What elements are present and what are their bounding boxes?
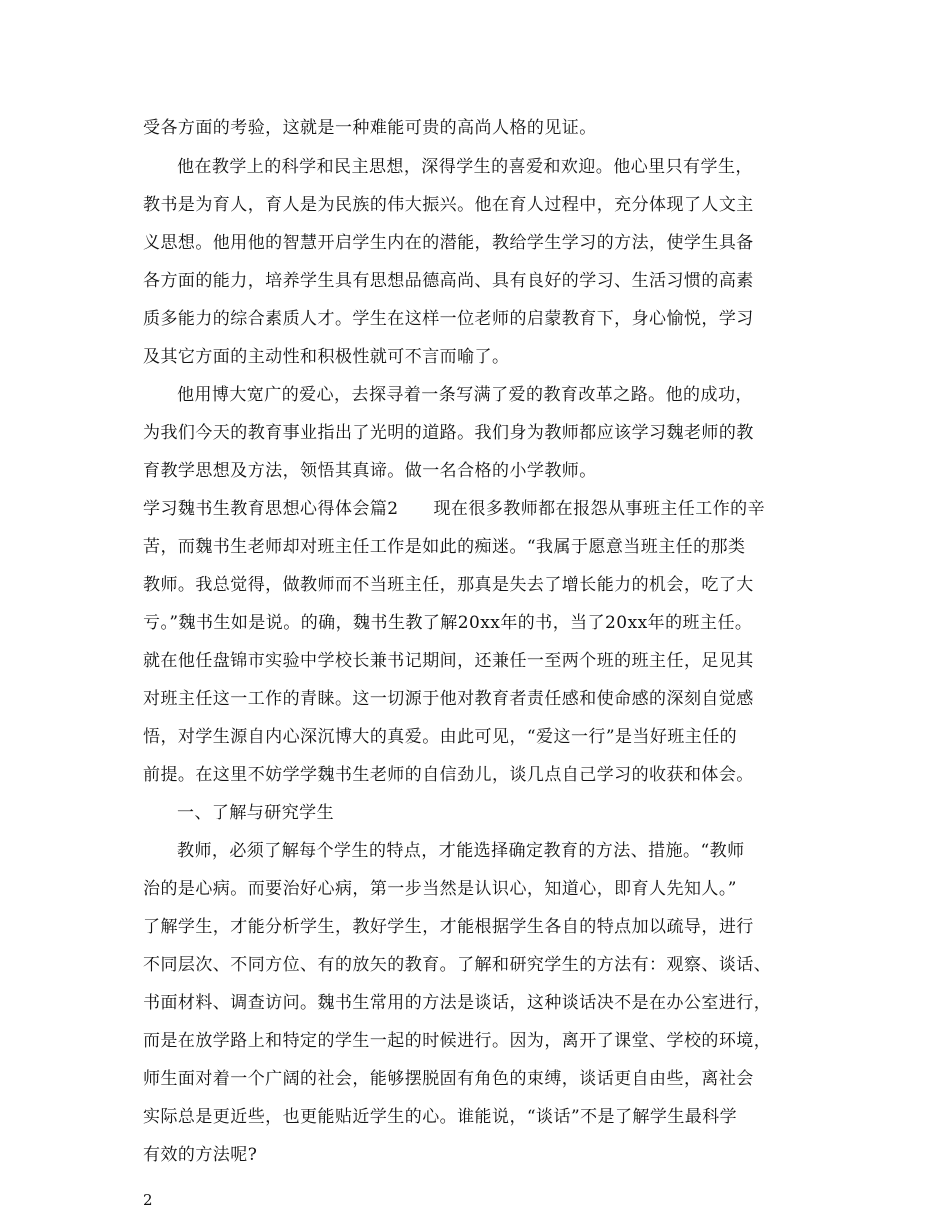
text-line: 前提。在这里不妨学学魏书生老师的自信劲儿，谈几点自己学习的收获和体会。 [143, 765, 754, 785]
text-line: 育教学思想及方法，领悟其真谛。做一名合格的小学教师。 [143, 461, 597, 481]
text-line: 及其它方面的主动性和积极性就可不言而喻了。 [143, 347, 510, 367]
text-line: 教师。我总觉得，做教师而不当班主任，那真是失去了增长能力的机会，吃了大 [143, 575, 754, 595]
text-line: 不同层次、不同方位、有的放矢的教育。了解和研究学生的方法有：观察、谈话、 [143, 955, 772, 975]
text-line: 教书是为育人，育人是为民族的伟大振兴。他在育人过程中，充分体现了人文主 [143, 195, 754, 215]
text-line: 实际总是更近些，也更能贴近学生的心。谁能说，“谈话”不是了解学生最科学 [143, 1107, 738, 1127]
text-line: 书面材料、调查访问。魏书生常用的方法是谈话，这种谈话决不是在办公室进行， [143, 993, 772, 1013]
text-line: 他在教学上的科学和民主思想，深得学生的喜爱和欢迎。他心里只有学生， [177, 157, 753, 177]
text-line: 他用博大宽广的爱心，去探寻着一条写满了爱的教育改革之路。他的成功， [177, 385, 753, 405]
text-line: 有效的方法呢? [143, 1145, 258, 1165]
text-line: 对班主任这一工作的青睐。这一切源于他对教育者责任感和使命感的深刻自觉感 [143, 689, 754, 709]
text-line: 而是在放学路上和特定的学生一起的时候进行。因为，离开了课堂、学校的环境， [143, 1031, 772, 1051]
section-heading-line: 学习魏书生教育思想心得体会篇2 现在很多教师都在报怨从事班主任工作的辛 [143, 499, 766, 519]
text-line: 为我们今天的教育事业指出了光明的道路。我们身为教师都应该学习魏老师的教 [143, 423, 754, 443]
text-line: 质多能力的综合素质人才。学生在这样一位老师的启蒙教育下，身心愉悦，学习 [143, 309, 754, 329]
text-line: 教师，必须了解每个学生的特点，才能选择确定教育的方法、措施。“教师 [177, 841, 745, 861]
text-line: 受各方面的考验，这就是一种难能可贵的高尚人格的见证。 [143, 118, 597, 138]
text-line: 亏。”魏书生如是说。的确，魏书生教了解20xx年的书，当了20xx年的班主任。 [143, 613, 753, 633]
text-line: 各方面的能力，培养学生具有思想品德高尚、具有良好的学习、生活习惯的高素 [143, 271, 754, 291]
text-line: 义思想。他用他的智慧开启学生内在的潜能，教给学生学习的方法，使学生具备 [143, 233, 754, 253]
text-line: 治的是心病。而要治好心病，第一步当然是认识心，知道心，即育人先知人。” [143, 879, 737, 899]
text-line: 悟，对学生源自内心深沉博大的真爱。由此可见，“爱这一行”是当好班主任的 [143, 727, 738, 747]
page-number: 2 [143, 1191, 153, 1209]
text-line: 苦，而魏书生老师却对班主任工作是如此的痴迷。“我属于愿意当班主任的那类 [143, 537, 746, 557]
text-line: 就在他任盘锦市实验中学校长兼书记期间，还兼任一至两个班的班主任，足见其 [143, 651, 754, 671]
text-line: 了解学生，才能分析学生，教好学生，才能根据学生各自的特点加以疏导，进行 [143, 917, 754, 937]
text-line: 师生面对着一个广阔的社会，能够摆脱固有角色的束缚，谈话更自由些，离社会 [143, 1069, 754, 1089]
subheading-line: 一、了解与研究学生 [177, 803, 335, 823]
